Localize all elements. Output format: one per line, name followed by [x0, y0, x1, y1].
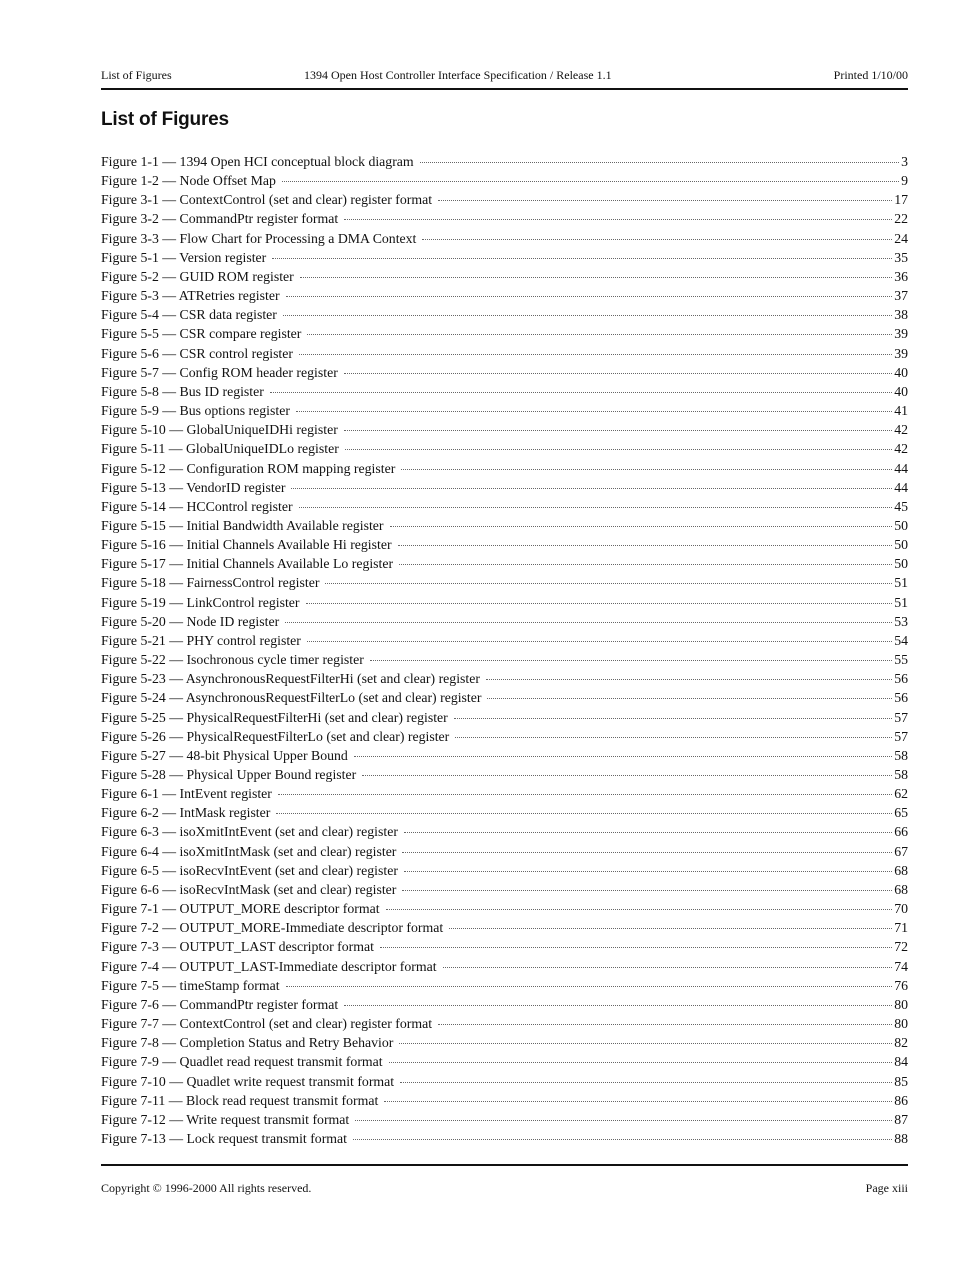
figure-entry-page: 62 — [894, 786, 908, 802]
figure-entry-title: Figure 7-2 — OUTPUT_MORE-Immediate descriptor format — [101, 920, 444, 936]
figure-entry-title: Figure 7-5 — timeStamp format — [101, 977, 280, 993]
figure-entry[interactable] — [101, 363, 908, 382]
figure-entry-title: Figure 5-10 — GlobalUniqueIDHi register — [101, 422, 338, 438]
dot-leader — [278, 793, 892, 795]
dot-leader — [362, 774, 892, 776]
dot-leader — [402, 851, 892, 853]
dot-leader — [399, 1042, 892, 1044]
dot-leader — [282, 180, 899, 182]
figure-entry-title: Figure 5-26 — PhysicalRequestFilterLo (set and clear) register — [101, 728, 450, 744]
figure-entry-page: 39 — [894, 326, 908, 342]
header-rule — [101, 88, 908, 90]
figure-entry[interactable] — [101, 842, 908, 861]
dot-leader — [270, 391, 892, 393]
dot-leader — [344, 218, 892, 220]
figure-entry[interactable] — [101, 171, 908, 190]
figure-entry-page: 56 — [894, 690, 908, 706]
figure-list — [101, 152, 908, 1148]
dot-leader — [344, 1004, 892, 1006]
dot-leader — [380, 946, 892, 948]
figure-entry-title: Figure 5-17 — Initial Channels Available Lo register — [101, 556, 394, 572]
dot-leader — [390, 525, 893, 527]
figure-entry[interactable] — [101, 612, 908, 631]
page-title: List of Figures — [101, 109, 229, 130]
figure-entry[interactable] — [101, 995, 908, 1014]
dot-leader — [398, 544, 893, 546]
figure-entry-title: Figure 5-2 — GUID ROM register — [101, 268, 294, 284]
figure-entry-title: Figure 6-1 — IntEvent register — [101, 786, 272, 802]
figure-entry-title: Figure 5-4 — CSR data register — [101, 307, 277, 323]
figure-entry[interactable] — [101, 190, 908, 209]
figure-entry-title: Figure 5-13 — VendorID register — [101, 479, 286, 495]
footer-rule — [101, 1164, 908, 1166]
figure-entry-page: 57 — [894, 709, 908, 725]
figure-entry[interactable] — [101, 267, 908, 286]
figure-entry-page: 3 — [901, 154, 908, 169]
figure-entry-title: Figure 5-16 — Initial Channels Available Hi register — [101, 537, 392, 553]
dot-leader — [286, 295, 893, 297]
figure-entry-page: 57 — [894, 728, 908, 744]
figure-entry[interactable] — [101, 1072, 908, 1091]
figure-entry[interactable] — [101, 286, 908, 305]
dot-leader — [401, 468, 892, 470]
figure-entry-page: 58 — [894, 747, 908, 763]
figure-entry[interactable] — [101, 765, 908, 784]
dot-leader — [438, 199, 892, 201]
figure-entry-title: Figure 6-4 — isoXmitIntMask (set and clear) register — [101, 843, 397, 859]
dot-leader — [300, 276, 892, 278]
figure-entry[interactable] — [101, 439, 908, 458]
dot-leader — [285, 621, 892, 623]
figure-entry-title: Figure 7-9 — Quadlet read request transmit format — [101, 1054, 383, 1070]
figure-entry-title: Figure 5-28 — Physical Upper Bound register — [101, 767, 357, 782]
figure-entry-page: 76 — [894, 977, 908, 993]
figure-entry-title: Figure 5-24 — AsynchronousRequestFilterLo (set and clear) register — [101, 690, 482, 706]
figure-entry[interactable] — [101, 822, 908, 841]
figure-entry-page: 74 — [894, 958, 908, 974]
figure-entry-title: Figure 7-4 — OUTPUT_LAST-Immediate descriptor format — [101, 958, 437, 974]
figure-entry-title: Figure 3-2 — CommandPtr register format — [101, 211, 339, 227]
figure-entry-title: Figure 3-1 — ContextControl (set and clear) register format — [101, 192, 433, 208]
figure-entry-page: 56 — [894, 671, 908, 687]
figure-entry-page: 22 — [894, 211, 908, 227]
dot-leader — [276, 812, 892, 814]
figure-entry[interactable] — [101, 152, 908, 171]
figure-entry-page: 44 — [894, 460, 908, 476]
figure-entry[interactable] — [101, 976, 908, 995]
figure-entry-title: Figure 5-3 — ATRetries register — [101, 288, 280, 304]
figure-entry-title: Figure 5-20 — Node ID register — [101, 613, 280, 629]
dot-leader — [344, 372, 892, 374]
figure-entry-title: Figure 5-14 — HCControl register — [101, 498, 293, 514]
figure-entry-title: Figure 7-10 — Quadlet write request transmit format — [101, 1073, 395, 1089]
figure-entry-page: 51 — [894, 594, 908, 610]
figure-entry[interactable] — [101, 554, 908, 573]
figure-entry-page: 80 — [894, 1016, 908, 1032]
figure-entry[interactable] — [101, 746, 908, 765]
figure-entry-page: 84 — [894, 1054, 908, 1070]
footer-page-number: Page xiii — [865, 1181, 908, 1195]
figure-entry-page: 38 — [894, 307, 908, 323]
dot-leader — [386, 908, 893, 910]
figure-entry-title: Figure 5-11 — GlobalUniqueIDLo register — [101, 441, 339, 457]
figure-entry-title: Figure 1-2 — Node Offset Map — [101, 173, 276, 189]
figure-entry-title: Figure 5-19 — LinkControl register — [101, 594, 300, 610]
dot-leader — [345, 448, 892, 450]
footer-copyright: Copyright © 1996-2000 All rights reserved. — [101, 1181, 312, 1195]
figure-entry-title: Figure 5-21 — PHY control register — [101, 632, 301, 648]
figure-entry-title: Figure 1-1 — 1394 Open HCI conceptual block diagram — [101, 154, 414, 169]
figure-entry-title: Figure 6-6 — isoRecvIntMask (set and clear) register — [101, 881, 397, 897]
page-footer — [101, 1180, 908, 1198]
figure-entry-title: Figure 5-8 — Bus ID register — [101, 383, 264, 399]
dot-leader — [283, 314, 892, 316]
figure-entry-page: 68 — [894, 862, 908, 878]
figure-entry-title: Figure 7-11 — Block read request transmit format — [101, 1092, 379, 1108]
dot-leader — [384, 1100, 892, 1102]
header-print-date: Printed 1/10/00 — [833, 68, 908, 82]
dot-leader — [353, 1138, 892, 1140]
figure-entry-title: Figure 7-6 — CommandPtr register format — [101, 996, 339, 1012]
dot-leader — [443, 966, 893, 968]
dot-leader — [420, 161, 899, 163]
figure-entry-title: Figure 7-12 — Write request transmit format — [101, 1111, 350, 1127]
figure-entry-page: 70 — [894, 901, 908, 917]
dot-leader — [455, 736, 892, 738]
figure-entry-title: Figure 5-6 — CSR control register — [101, 345, 293, 361]
dot-leader — [449, 927, 892, 929]
figure-entry-title: Figure 7-8 — Completion Status and Retry Behavior — [101, 1035, 394, 1051]
document-page — [101, 0, 908, 1265]
figure-entry[interactable] — [101, 669, 908, 688]
figure-entry[interactable] — [101, 305, 908, 324]
figure-entry[interactable] — [101, 497, 908, 516]
figure-entry-page: 55 — [894, 652, 908, 668]
figure-entry[interactable] — [101, 1091, 908, 1110]
figure-entry-page: 53 — [894, 613, 908, 629]
dot-leader — [344, 429, 892, 431]
figure-entry-page: 45 — [894, 498, 908, 514]
figure-entry[interactable] — [101, 248, 908, 267]
figure-entry-title: Figure 5-1 — Version register — [101, 249, 267, 265]
figure-entry-page: 37 — [894, 288, 908, 304]
dot-leader — [400, 1081, 892, 1083]
dot-leader — [296, 410, 892, 412]
figure-entry[interactable] — [101, 324, 908, 343]
figure-entry-page: 82 — [894, 1035, 908, 1051]
figure-entry-page: 54 — [894, 632, 908, 648]
header-section-name: List of Figures — [101, 68, 172, 82]
dot-leader — [486, 678, 892, 680]
dot-leader — [299, 506, 893, 508]
figure-entry-title: Figure 6-3 — isoXmitIntEvent (set and clear) register — [101, 824, 398, 840]
dot-leader — [299, 353, 892, 355]
figure-entry-page: 65 — [894, 805, 908, 821]
figure-entry-page: 41 — [894, 403, 908, 419]
figure-entry[interactable] — [101, 229, 908, 248]
figure-entry[interactable] — [101, 478, 908, 497]
figure-entry[interactable] — [101, 1014, 908, 1033]
figure-entry[interactable] — [101, 861, 908, 880]
figure-entry-page: 36 — [894, 268, 908, 284]
figure-entry-page: 80 — [894, 996, 908, 1012]
page-header — [101, 67, 908, 85]
figure-entry-title: Figure 5-5 — CSR compare register — [101, 326, 302, 342]
dot-leader — [438, 1023, 892, 1025]
figure-entry-page: 40 — [894, 364, 908, 380]
figure-entry-page: 42 — [894, 422, 908, 438]
figure-entry-page: 58 — [894, 767, 908, 782]
dot-leader — [487, 697, 892, 699]
figure-entry-page: 86 — [894, 1092, 908, 1108]
dot-leader — [354, 755, 892, 757]
figure-entry[interactable] — [101, 899, 908, 918]
figure-entry-page: 88 — [894, 1130, 908, 1146]
figure-entry[interactable] — [101, 803, 908, 822]
figure-entry-page: 40 — [894, 383, 908, 399]
figure-entry[interactable] — [101, 573, 908, 592]
dot-leader — [291, 487, 892, 489]
dot-leader — [454, 717, 892, 719]
figure-entry-title: Figure 6-2 — IntMask register — [101, 805, 271, 821]
figure-entry-page: 17 — [894, 192, 908, 208]
figure-entry[interactable] — [101, 1052, 908, 1071]
figure-entry[interactable] — [101, 459, 908, 478]
figure-entry-page: 85 — [894, 1073, 908, 1089]
figure-entry-page: 42 — [894, 441, 908, 457]
figure-entry-title: Figure 7-3 — OUTPUT_LAST descriptor format — [101, 939, 374, 955]
dot-leader — [307, 333, 892, 335]
figure-entry-title: Figure 5-15 — Initial Bandwidth Available register — [101, 517, 384, 533]
figure-entry[interactable] — [101, 401, 908, 420]
figure-entry-title: Figure 5-22 — Isochronous cycle timer register — [101, 652, 364, 668]
figure-entry-title: Figure 5-25 — PhysicalRequestFilterHi (set and clear) register — [101, 709, 448, 725]
dot-leader — [272, 257, 892, 259]
figure-entry-title: Figure 7-1 — OUTPUT_MORE descriptor format — [101, 901, 380, 917]
dot-leader — [355, 1119, 892, 1121]
figure-entry[interactable] — [101, 937, 908, 956]
figure-entry-page: 68 — [894, 881, 908, 897]
figure-entry-title: Figure 5-9 — Bus options register — [101, 403, 290, 419]
dot-leader — [389, 1061, 893, 1063]
figure-entry-page: 50 — [894, 537, 908, 553]
figure-entry[interactable] — [101, 209, 908, 228]
figure-entry-page: 67 — [894, 843, 908, 859]
figure-entry-title: Figure 7-13 — Lock request transmit format — [101, 1130, 347, 1146]
figure-entry[interactable] — [101, 382, 908, 401]
figure-entry-title: Figure 5-23 — AsynchronousRequestFilterHi (set and clear) register — [101, 671, 480, 687]
figure-entry-title: Figure 5-18 — FairnessControl register — [101, 575, 320, 591]
figure-entry[interactable] — [101, 1033, 908, 1052]
figure-entry-title: Figure 5-12 — Configuration ROM mapping register — [101, 460, 396, 476]
dot-leader — [399, 563, 892, 565]
figure-entry-page: 9 — [901, 173, 908, 189]
figure-entry[interactable] — [101, 727, 908, 746]
figure-entry[interactable] — [101, 1129, 908, 1148]
figure-entry-title: Figure 5-7 — Config ROM header register — [101, 364, 338, 380]
figure-entry[interactable] — [101, 650, 908, 669]
dot-leader — [286, 985, 893, 987]
dot-leader — [404, 831, 892, 833]
figure-entry-page: 24 — [894, 230, 908, 246]
figure-entry-page: 50 — [894, 517, 908, 533]
figure-entry-page: 39 — [894, 345, 908, 361]
dot-leader — [404, 870, 892, 872]
figure-entry[interactable] — [101, 420, 908, 439]
figure-entry-title: Figure 6-5 — isoRecvIntEvent (set and clear) register — [101, 862, 398, 878]
figure-entry[interactable] — [101, 516, 908, 535]
figure-entry[interactable] — [101, 344, 908, 363]
figure-entry-page: 44 — [894, 479, 908, 495]
figure-entry[interactable] — [101, 957, 908, 976]
figure-entry[interactable] — [101, 708, 908, 727]
figure-entry-page: 35 — [894, 249, 908, 265]
figure-entry-page: 50 — [894, 556, 908, 572]
figure-entry[interactable] — [101, 784, 908, 803]
figure-entry[interactable] — [101, 535, 908, 554]
dot-leader — [370, 659, 892, 661]
figure-entry[interactable] — [101, 1110, 908, 1129]
dot-leader — [402, 889, 892, 891]
figure-entry[interactable] — [101, 880, 908, 899]
dot-leader — [422, 238, 892, 240]
dot-leader — [325, 582, 892, 584]
figure-entry-title: Figure 5-27 — 48-bit Physical Upper Bound — [101, 747, 348, 763]
figure-entry-page: 71 — [894, 920, 908, 936]
figure-entry-page: 87 — [894, 1111, 908, 1127]
figure-entry[interactable] — [101, 918, 908, 937]
dot-leader — [307, 640, 892, 642]
figure-entry[interactable] — [101, 688, 908, 707]
figure-entry-page: 72 — [894, 939, 908, 955]
dot-leader — [306, 602, 893, 604]
figure-entry-page: 51 — [894, 575, 908, 591]
header-document-title: 1394 Open Host Controller Interface Specification / Release 1.1 — [304, 68, 612, 82]
figure-entry-title: Figure 3-3 — Flow Chart for Processing a DMA Context — [101, 230, 417, 246]
figure-entry-page: 66 — [894, 824, 908, 840]
figure-entry[interactable] — [101, 631, 908, 650]
figure-entry-title: Figure 7-7 — ContextControl (set and clear) register format — [101, 1016, 433, 1032]
figure-entry[interactable] — [101, 593, 908, 612]
